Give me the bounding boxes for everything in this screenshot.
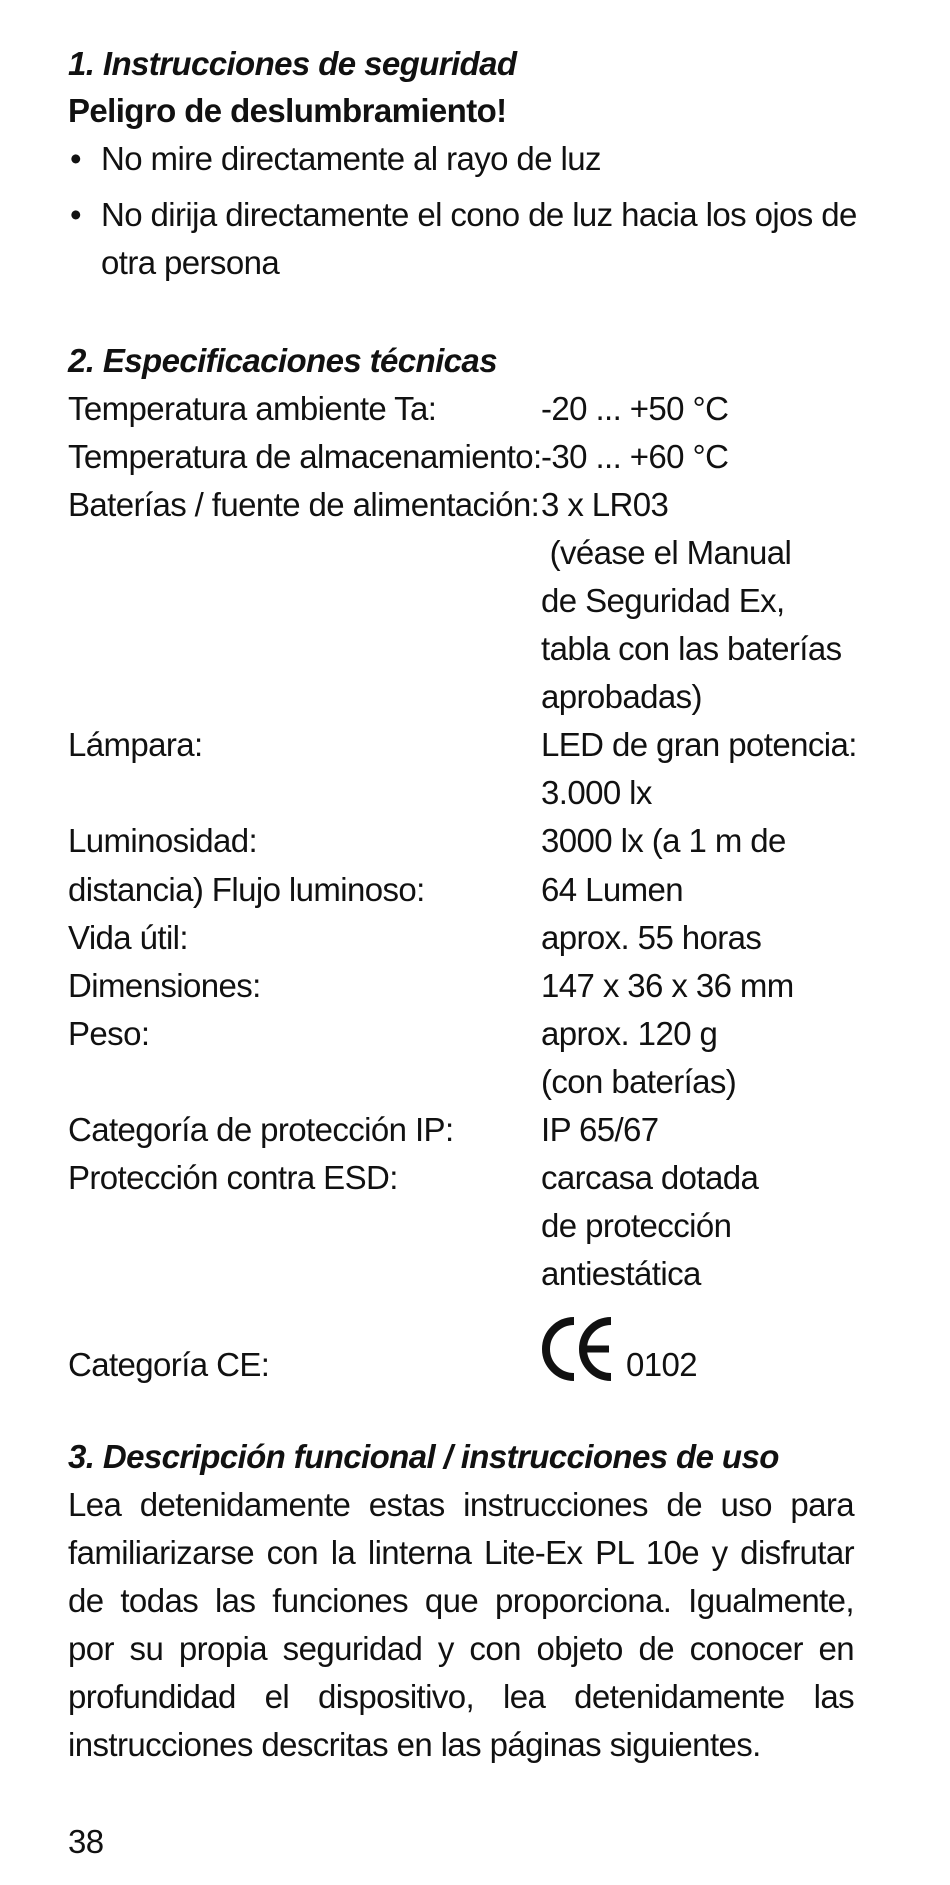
spec-value-esd-1: carcasa dotada bbox=[541, 1159, 759, 1196]
spec-value-batteries-note-1: (véase el Manual bbox=[541, 534, 792, 571]
spec-value-lamp-1: LED de gran potencia: bbox=[541, 726, 857, 763]
bullet-2-dot: • bbox=[70, 196, 82, 233]
spec-value-esd-3: antiestática bbox=[541, 1255, 701, 1292]
ce-code: 0102 bbox=[626, 1346, 698, 1383]
spec-value-flux: 64 Lumen bbox=[541, 871, 683, 908]
spec-label-weight: Peso: bbox=[68, 1015, 150, 1052]
spec-label-dimensions: Dimensiones: bbox=[68, 967, 261, 1004]
spec-label-life: Vida útil: bbox=[68, 919, 188, 956]
spec-label-batteries: Baterías / fuente de alimentación: bbox=[68, 486, 540, 523]
spec-value-temp-storage: -30 ... +60 °C bbox=[541, 438, 729, 475]
spec-label-temp-storage: Temperatura de almacenamiento: bbox=[68, 438, 542, 475]
spec-value-dimensions: 147 x 36 x 36 mm bbox=[541, 967, 794, 1004]
spec-value-lamp-2: 3.000 lx bbox=[541, 774, 652, 811]
spec-value-life: aprox. 55 horas bbox=[541, 919, 762, 956]
spec-label-luminosity: Luminosidad: bbox=[68, 822, 258, 859]
section-3-title: 3. Descripción funcional / instrucciones de uso bbox=[68, 1438, 779, 1475]
spec-label-temp-ambient: Temperatura ambiente Ta: bbox=[68, 390, 437, 427]
warning-text: Peligro de deslumbramiento! bbox=[68, 92, 507, 129]
spec-value-batteries-note-4: aprobadas) bbox=[541, 678, 702, 715]
spec-value-luminosity: 3000 lx (a 1 m de bbox=[541, 822, 786, 859]
spec-value-weight-1: aprox. 120 g bbox=[541, 1015, 718, 1052]
spec-label-flux: distancia) Flujo luminoso: bbox=[68, 871, 425, 908]
spec-value-weight-2: (con baterías) bbox=[541, 1063, 737, 1100]
spec-value-esd-2: de protección bbox=[541, 1207, 732, 1244]
spec-label-esd: Protección contra ESD: bbox=[68, 1159, 398, 1196]
section-3-paragraph: Lea detenidamente estas instrucciones de uso para familiarizarse con la linterna Lite-Ex PL 10e y disfrutar de todas las funciones que proporciona. Igualmente, por su propia seguridad y con objeto de conocer en profundidad el dispositivo, lea detenidamente las instrucciones descritas en las páginas siguientes. bbox=[68, 1486, 854, 1763]
spec-value-batteries-note-3: tabla con las baterías bbox=[541, 630, 842, 667]
page-number: 38 bbox=[68, 1823, 104, 1860]
bullet-1-text: No mire directamente al rayo de luz bbox=[101, 140, 601, 177]
spec-value-ip: IP 65/67 bbox=[541, 1111, 659, 1148]
bullet-1-dot: • bbox=[70, 140, 82, 177]
bullet-2-text: No dirija directamente el cono de luz hacia los ojos de bbox=[101, 196, 857, 233]
spec-value-batteries: 3 x LR03 bbox=[541, 486, 669, 523]
spec-label-ip: Categoría de protección IP: bbox=[68, 1111, 454, 1148]
spec-value-batteries-note-2: de Seguridad Ex, bbox=[541, 582, 785, 619]
section-2-title: 2. Especificaciones técnicas bbox=[68, 342, 497, 379]
spec-value-temp-ambient: -20 ... +50 °C bbox=[541, 390, 729, 427]
spec-label-lamp: Lámpara: bbox=[68, 726, 203, 763]
bullet-2-text-cont: otra persona bbox=[101, 244, 280, 281]
spec-label-ce: Categoría CE: bbox=[68, 1346, 270, 1383]
ce-mark-icon bbox=[541, 1315, 617, 1383]
section-1-title: 1. Instrucciones de seguridad bbox=[68, 45, 517, 82]
